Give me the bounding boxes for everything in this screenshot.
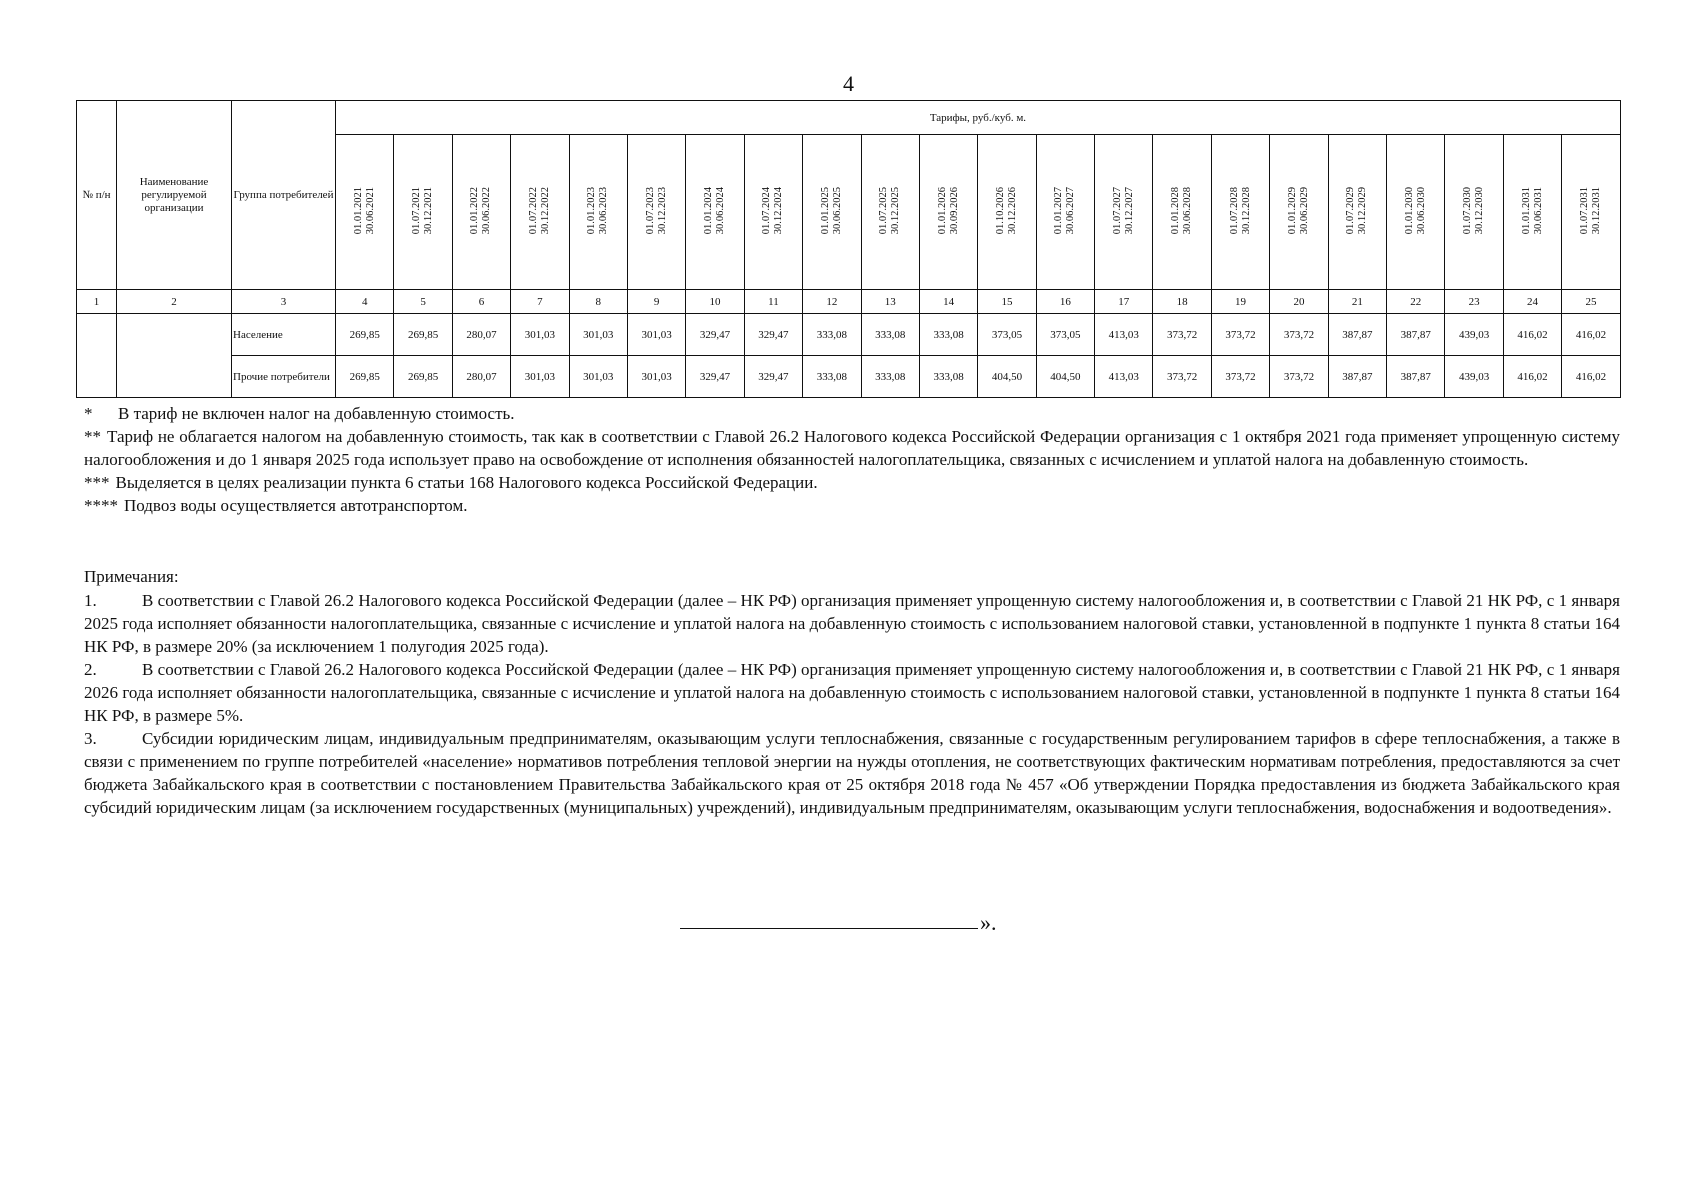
period-header [686, 135, 744, 290]
period-header [569, 135, 627, 290]
period-label: 01.07.2027 30.12.2027 [1111, 186, 1135, 235]
closing-mark: ». [980, 910, 997, 935]
footnote-mark: * [84, 404, 93, 423]
period-label: 01.01.2021 30.06.2021 [352, 186, 376, 235]
tariff-cell: 269,85 [394, 314, 452, 356]
period-header [1211, 135, 1269, 290]
tariff-cell: 413,03 [1095, 356, 1153, 398]
column-number: 11 [744, 290, 802, 314]
note-number: 1. [84, 591, 97, 610]
period-header [1153, 135, 1211, 290]
header-row [77, 101, 1621, 135]
period-label: 01.07.2030 30.12.2030 [1462, 186, 1486, 235]
tariff-cell: 373,05 [1036, 314, 1094, 356]
tariff-cell: 269,85 [394, 356, 452, 398]
column-number: 2 [117, 290, 232, 314]
column-number: 20 [1270, 290, 1328, 314]
period-header [1095, 135, 1153, 290]
period-header [1562, 135, 1621, 290]
period-label: 01.01.2028 30.06.2028 [1170, 186, 1194, 235]
tariff-cell: 387,87 [1387, 356, 1445, 398]
column-number: 24 [1503, 290, 1561, 314]
tariff-cell: 416,02 [1503, 356, 1561, 398]
tariff-cell: 387,87 [1387, 314, 1445, 356]
period-header [1328, 135, 1386, 290]
notes-title: Примечания: [84, 567, 179, 586]
footnote-text: Подвоз воды осуществляется автотранспортом. [124, 496, 468, 515]
tariff-table [76, 100, 1621, 398]
tariff-cell: 333,08 [803, 314, 861, 356]
group-cell: Прочие потребители [232, 356, 336, 398]
tariff-cell: 373,72 [1211, 356, 1269, 398]
group-cell: Население [232, 314, 336, 356]
org-cell [117, 314, 232, 398]
period-label: 01.07.2023 30.12.2023 [644, 186, 668, 235]
period-header [1270, 135, 1328, 290]
column-number: 23 [1445, 290, 1503, 314]
tariff-cell: 301,03 [511, 314, 569, 356]
note-item [84, 727, 1620, 819]
period-header [336, 135, 394, 290]
column-number: 17 [1095, 290, 1153, 314]
tariff-cell: 373,72 [1153, 356, 1211, 398]
tariff-cell: 373,72 [1270, 314, 1328, 356]
tariff-cell: 416,02 [1503, 314, 1561, 356]
period-header [511, 135, 569, 290]
column-number: 19 [1211, 290, 1269, 314]
period-header [744, 135, 802, 290]
period-label: 01.07.2024 30.12.2024 [761, 186, 785, 235]
column-number: 18 [1153, 290, 1211, 314]
footnote [84, 425, 1620, 471]
tariff-cell: 301,03 [569, 356, 627, 398]
tariff-cell: 333,08 [803, 356, 861, 398]
footnote [84, 471, 1620, 494]
tariff-cell: 269,85 [336, 314, 394, 356]
column-number: 6 [452, 290, 510, 314]
period-header [978, 135, 1036, 290]
column-number: 9 [627, 290, 685, 314]
period-header [1036, 135, 1094, 290]
footnote-mark: ** [84, 427, 101, 446]
period-label: 01.01.2025 30.06.2025 [819, 186, 843, 235]
tariff-cell: 301,03 [627, 314, 685, 356]
note-item [84, 589, 1620, 658]
tariff-cell: 416,02 [1562, 356, 1621, 398]
period-label: 01.10.2026 30.12.2026 [994, 186, 1018, 235]
period-header [1445, 135, 1503, 290]
period-header [394, 135, 452, 290]
note-number: 3. [84, 729, 97, 748]
notes-list [84, 589, 1620, 819]
period-label: 01.01.2029 30.06.2029 [1286, 186, 1310, 235]
tariff-cell: 280,07 [452, 356, 510, 398]
tariff-cell: 329,47 [686, 314, 744, 356]
note-text: Субсидии юридическим лицам, индивидуальным предпринимателям, оказывающим услуги теплоснабжения, связанные с государственным регулированием тарифов в сфере теплоснабжения, а также в связи с применением по группе потребителей «население» нормативов потребления тепловой энергии на нужды отопления, не соответствующих фактическим нормативам потребления, предоставляются за счет бюджета Забайкальского края в соответствии с постановлением Правительства Забайкальского края от 25 октября 2018 года № 457 «Об утверждении Порядка предоставления из бюджета Забайкальского края субсидий юридическим лицам (за исключением государственных (муниципальных) учреждений), индивидуальным предпринимателям, оказывающим услуги теплоснабжения, водоснабжения и водоотведения». [84, 729, 1620, 817]
column-number: 21 [1328, 290, 1386, 314]
column-number: 16 [1036, 290, 1094, 314]
tariff-cell: 404,50 [1036, 356, 1094, 398]
num-cell [77, 314, 117, 398]
page-number: 4 [843, 71, 854, 96]
period-header [627, 135, 685, 290]
tariff-cell: 404,50 [978, 356, 1036, 398]
period-label: 01.01.2027 30.06.2027 [1053, 186, 1077, 235]
tariff-cell: 439,03 [1445, 314, 1503, 356]
period-header [861, 135, 919, 290]
period-label: 01.07.2025 30.12.2025 [878, 186, 902, 235]
col-org-header: Наименование регулируемой организации [117, 101, 232, 290]
tariff-cell: 333,08 [861, 314, 919, 356]
period-label: 01.07.2031 30.12.2031 [1579, 186, 1603, 235]
footnote-mark: *** [84, 473, 110, 492]
col-group-header: Группа потребителей [232, 101, 336, 290]
column-number: 4 [336, 290, 394, 314]
table-row [77, 356, 1621, 398]
column-number: 8 [569, 290, 627, 314]
period-header [919, 135, 977, 290]
tariff-cell: 387,87 [1328, 314, 1386, 356]
period-label: 01.01.2030 30.06.2030 [1403, 186, 1427, 235]
tariff-cell: 301,03 [569, 314, 627, 356]
tariff-cell: 373,72 [1270, 356, 1328, 398]
column-number: 15 [978, 290, 1036, 314]
period-header [1387, 135, 1445, 290]
column-number: 5 [394, 290, 452, 314]
tariff-cell: 333,08 [861, 356, 919, 398]
col-num-header: № п/н [77, 101, 117, 290]
tariff-cell: 373,72 [1211, 314, 1269, 356]
tariff-cell: 329,47 [744, 314, 802, 356]
column-number: 3 [232, 290, 336, 314]
tariff-cell: 329,47 [686, 356, 744, 398]
period-label: 01.01.2023 30.06.2023 [586, 186, 610, 235]
period-label: 01.07.2029 30.12.2029 [1345, 186, 1369, 235]
note-number: 2. [84, 660, 97, 679]
period-header [1503, 135, 1561, 290]
period-header [803, 135, 861, 290]
column-number: 22 [1387, 290, 1445, 314]
tariff-cell: 301,03 [511, 356, 569, 398]
tariff-cell: 373,05 [978, 314, 1036, 356]
tariff-cell: 329,47 [744, 356, 802, 398]
table-row [77, 314, 1621, 356]
column-number: 12 [803, 290, 861, 314]
note-item [84, 658, 1620, 727]
period-label: 01.01.2031 30.06.2031 [1520, 186, 1544, 235]
note-text: В соответствии с Главой 26.2 Налогового кодекса Российской Федерации (далее – НК РФ) организация применяет упрощенную систему налогообложения и, в соответствии с Главой 21 НК РФ, с 1 января 2026 года исполняет обязанности налогоплательщика, связанные с исчисление и уплатой налога на добавленную стоимость с использованием налоговой ставки, установленной в подпункте 1 пункта 8 статьи 164 НК РФ, в размере 5%. [84, 660, 1620, 725]
tariff-cell: 280,07 [452, 314, 510, 356]
footnote [84, 494, 1620, 517]
column-number: 7 [511, 290, 569, 314]
tariff-cell: 387,87 [1328, 356, 1386, 398]
column-number: 10 [686, 290, 744, 314]
column-number: 1 [77, 290, 117, 314]
column-number: 25 [1562, 290, 1621, 314]
tariff-cell: 301,03 [627, 356, 685, 398]
tariff-cell: 269,85 [336, 356, 394, 398]
footnote [84, 402, 1620, 425]
note-text: В соответствии с Главой 26.2 Налогового кодекса Российской Федерации (далее – НК РФ) организация применяет упрощенную систему налогообложения и, в соответствии с Главой 21 НК РФ, с 1 января 2025 года исполняет обязанности налогоплательщика, связанные с исчисление и уплатой налога на добавленную стоимость с использованием налоговой ставки, установленной в подпункте 1 пункта 8 статьи 164 НК РФ, в размере 20% (за исключением 1 полугодия 2025 года). [84, 591, 1620, 656]
footnote-text: В тариф не включен налог на добавленную стоимость. [118, 404, 515, 423]
period-label: 01.01.2026 30.09.2026 [936, 186, 960, 235]
period-label: 01.01.2022 30.06.2022 [469, 186, 493, 235]
tariff-cell: 416,02 [1562, 314, 1621, 356]
tariff-cell: 333,08 [919, 314, 977, 356]
tariff-cell: 333,08 [919, 356, 977, 398]
signature-line [680, 928, 978, 929]
period-label: 01.07.2021 30.12.2021 [411, 186, 435, 235]
column-number-row [77, 290, 1621, 314]
tariff-cell: 373,72 [1153, 314, 1211, 356]
footnotes [84, 402, 1620, 517]
period-label: 01.07.2022 30.12.2022 [527, 186, 551, 235]
period-header [452, 135, 510, 290]
column-number: 13 [861, 290, 919, 314]
tariff-cell: 439,03 [1445, 356, 1503, 398]
tariffs-header: Тарифы, руб./куб. м. [336, 101, 1621, 135]
footnote-text: Выделяется в целях реализации пункта 6 статьи 168 Налогового кодекса Российской Федерации. [115, 473, 818, 492]
footnote-mark: **** [84, 496, 118, 515]
column-number: 14 [919, 290, 977, 314]
period-label: 01.07.2028 30.12.2028 [1228, 186, 1252, 235]
period-label: 01.01.2024 30.06.2024 [703, 186, 727, 235]
footnote-text: Тариф не облагается налогом на добавленную стоимость, так как в соответствии с Главой 26.2 Налогового кодекса Российской Федерации организация с 1 октября 2021 года применяет упрощенную систему налогообложения и до 1 января 2025 года использует право на освобождение от исполнения обязанностей налогоплательщика, связанных с исчислением и уплатой налога на добавленную стоимость. [84, 427, 1620, 469]
tariff-cell: 413,03 [1095, 314, 1153, 356]
